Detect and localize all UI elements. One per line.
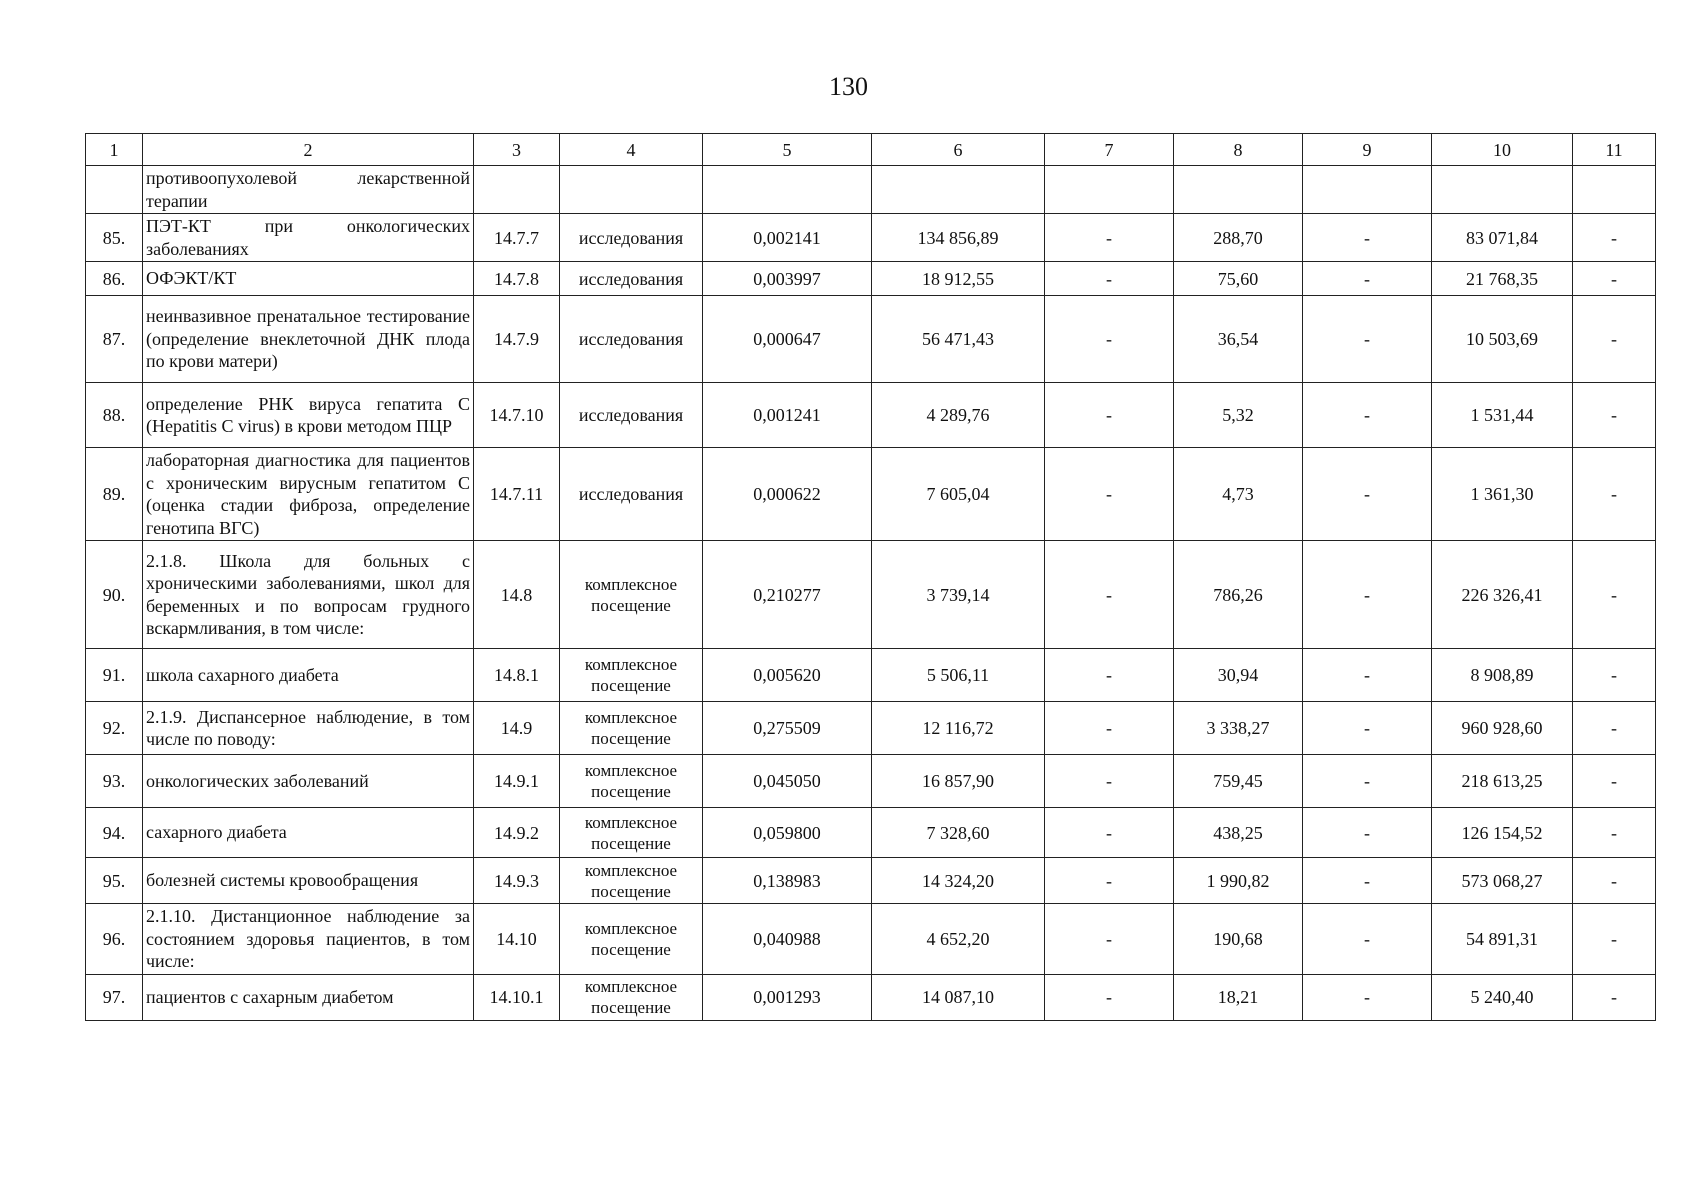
row-col9: - xyxy=(1303,383,1432,448)
row-unit: исследования xyxy=(560,296,703,383)
row-col11: - xyxy=(1573,755,1656,808)
row-unit: комплексное посещение xyxy=(560,649,703,702)
row-code: 14.7.9 xyxy=(474,296,560,383)
row-number xyxy=(86,166,143,214)
row-name: определение РНК вируса гепатита С (Hepatitis C virus) в крови методом ПЦР xyxy=(143,383,474,448)
table-row xyxy=(86,808,1656,858)
row-code: 14.7.7 xyxy=(474,214,560,262)
row-name: болезней системы кровообращения xyxy=(143,858,474,904)
row-number: 85. xyxy=(86,214,143,262)
row-col8: 759,45 xyxy=(1174,755,1303,808)
row-col10: 226 326,41 xyxy=(1432,541,1573,649)
row-unit: исследования xyxy=(560,262,703,296)
row-number: 95. xyxy=(86,858,143,904)
row-col11: - xyxy=(1573,448,1656,541)
row-col5: 0,003997 xyxy=(703,262,872,296)
row-col7: - xyxy=(1045,296,1174,383)
table-row xyxy=(86,296,1656,383)
table-row xyxy=(86,649,1656,702)
table-row xyxy=(86,448,1656,541)
row-col11: - xyxy=(1573,808,1656,858)
column-header-10: 10 xyxy=(1432,134,1573,166)
row-col8: 288,70 xyxy=(1174,214,1303,262)
row-col8: 75,60 xyxy=(1174,262,1303,296)
table-row xyxy=(86,166,1656,214)
row-col5: 0,000622 xyxy=(703,448,872,541)
row-name: онкологических заболеваний xyxy=(143,755,474,808)
row-col6: 14 087,10 xyxy=(872,974,1045,1020)
column-header-1: 1 xyxy=(86,134,143,166)
row-name: лабораторная диагностика для пациентов с хроническим вирусным гепатитом С (оценка стадии фиброза, определение генотипа ВГС) xyxy=(143,448,474,541)
row-col7: - xyxy=(1045,858,1174,904)
row-number: 88. xyxy=(86,383,143,448)
table-row xyxy=(86,904,1656,975)
row-code: 14.8 xyxy=(474,541,560,649)
row-col8: 3 338,27 xyxy=(1174,702,1303,755)
row-col7: - xyxy=(1045,383,1174,448)
column-header-8: 8 xyxy=(1174,134,1303,166)
row-col7: - xyxy=(1045,649,1174,702)
row-col7: - xyxy=(1045,755,1174,808)
row-col11 xyxy=(1573,166,1656,214)
row-col10: 54 891,31 xyxy=(1432,904,1573,975)
row-code: 14.9 xyxy=(474,702,560,755)
row-unit: комплексное посещение xyxy=(560,974,703,1020)
row-col5: 0,210277 xyxy=(703,541,872,649)
column-header-7: 7 xyxy=(1045,134,1174,166)
row-unit: комплексное посещение xyxy=(560,702,703,755)
row-col6: 4 289,76 xyxy=(872,383,1045,448)
row-col6: 7 605,04 xyxy=(872,448,1045,541)
row-col6: 7 328,60 xyxy=(872,808,1045,858)
row-col5: 0,138983 xyxy=(703,858,872,904)
row-col7: - xyxy=(1045,904,1174,975)
row-col10 xyxy=(1432,166,1573,214)
row-col10: 573 068,27 xyxy=(1432,858,1573,904)
row-col7: - xyxy=(1045,702,1174,755)
row-col11: - xyxy=(1573,649,1656,702)
row-number: 97. xyxy=(86,974,143,1020)
row-col9: - xyxy=(1303,649,1432,702)
row-name: школа сахарного диабета xyxy=(143,649,474,702)
row-code: 14.9.1 xyxy=(474,755,560,808)
table-body xyxy=(86,166,1656,1021)
row-col10: 218 613,25 xyxy=(1432,755,1573,808)
row-col10: 126 154,52 xyxy=(1432,808,1573,858)
row-col11: - xyxy=(1573,541,1656,649)
row-col6 xyxy=(872,166,1045,214)
column-header-2: 2 xyxy=(143,134,474,166)
row-col7: - xyxy=(1045,808,1174,858)
column-header-6: 6 xyxy=(872,134,1045,166)
table-row xyxy=(86,214,1656,262)
row-unit: комплексное посещение xyxy=(560,904,703,975)
row-col6: 5 506,11 xyxy=(872,649,1045,702)
row-name: пациентов с сахарным диабетом xyxy=(143,974,474,1020)
column-header-3: 3 xyxy=(474,134,560,166)
row-unit: комплексное посещение xyxy=(560,541,703,649)
row-col6: 14 324,20 xyxy=(872,858,1045,904)
row-col9: - xyxy=(1303,904,1432,975)
row-col9: - xyxy=(1303,214,1432,262)
row-unit: исследования xyxy=(560,448,703,541)
row-col5 xyxy=(703,166,872,214)
row-number: 86. xyxy=(86,262,143,296)
row-col8: 786,26 xyxy=(1174,541,1303,649)
row-unit: комплексное посещение xyxy=(560,808,703,858)
row-col10: 960 928,60 xyxy=(1432,702,1573,755)
row-unit: исследования xyxy=(560,383,703,448)
table-row xyxy=(86,974,1656,1020)
table-header-row xyxy=(86,134,1656,166)
table-row xyxy=(86,702,1656,755)
table-row xyxy=(86,541,1656,649)
row-code: 14.7.8 xyxy=(474,262,560,296)
row-number: 94. xyxy=(86,808,143,858)
row-col10: 21 768,35 xyxy=(1432,262,1573,296)
column-header-4: 4 xyxy=(560,134,703,166)
row-number: 92. xyxy=(86,702,143,755)
row-code: 14.7.10 xyxy=(474,383,560,448)
row-code: 14.10.1 xyxy=(474,974,560,1020)
row-col7: - xyxy=(1045,448,1174,541)
row-number: 93. xyxy=(86,755,143,808)
row-col10: 83 071,84 xyxy=(1432,214,1573,262)
row-col9: - xyxy=(1303,755,1432,808)
row-col8: 190,68 xyxy=(1174,904,1303,975)
row-number: 96. xyxy=(86,904,143,975)
row-code: 14.9.3 xyxy=(474,858,560,904)
row-col6: 4 652,20 xyxy=(872,904,1045,975)
column-header-5: 5 xyxy=(703,134,872,166)
row-col10: 1 361,30 xyxy=(1432,448,1573,541)
row-name: неинвазивное пренатальное тестирование (определение внеклеточной ДНК плода по крови матери) xyxy=(143,296,474,383)
row-col10: 8 908,89 xyxy=(1432,649,1573,702)
row-col9: - xyxy=(1303,702,1432,755)
row-col8: 4,73 xyxy=(1174,448,1303,541)
row-code: 14.7.11 xyxy=(474,448,560,541)
table-row xyxy=(86,262,1656,296)
row-col6: 18 912,55 xyxy=(872,262,1045,296)
row-col6: 16 857,90 xyxy=(872,755,1045,808)
row-code: 14.9.2 xyxy=(474,808,560,858)
row-col5: 0,005620 xyxy=(703,649,872,702)
row-col11: - xyxy=(1573,702,1656,755)
row-col11: - xyxy=(1573,383,1656,448)
row-col6: 134 856,89 xyxy=(872,214,1045,262)
row-col5: 0,059800 xyxy=(703,808,872,858)
row-code: 14.10 xyxy=(474,904,560,975)
row-col5: 0,040988 xyxy=(703,904,872,975)
row-name: противоопухолевой лекарственной терапии xyxy=(143,166,474,214)
row-col6: 56 471,43 xyxy=(872,296,1045,383)
row-col5: 0,000647 xyxy=(703,296,872,383)
row-col5: 0,001241 xyxy=(703,383,872,448)
table-row xyxy=(86,383,1656,448)
row-col8 xyxy=(1174,166,1303,214)
row-col6: 3 739,14 xyxy=(872,541,1045,649)
row-col8: 1 990,82 xyxy=(1174,858,1303,904)
row-col9 xyxy=(1303,166,1432,214)
page-number: 130 xyxy=(829,72,868,101)
row-col10: 10 503,69 xyxy=(1432,296,1573,383)
table-row xyxy=(86,755,1656,808)
row-col9: - xyxy=(1303,808,1432,858)
row-code xyxy=(474,166,560,214)
row-col5: 0,001293 xyxy=(703,974,872,1020)
row-col11: - xyxy=(1573,904,1656,975)
row-col7 xyxy=(1045,166,1174,214)
row-col6: 12 116,72 xyxy=(872,702,1045,755)
row-col11: - xyxy=(1573,974,1656,1020)
row-name: 2.1.8. Школа для больных с хроническими заболеваниями, школ для беременных и по вопросам грудного вскармливания, в том числе: xyxy=(143,541,474,649)
row-col7: - xyxy=(1045,262,1174,296)
row-col7: - xyxy=(1045,541,1174,649)
row-name: ПЭТ-КТ при онкологических заболеваниях xyxy=(143,214,474,262)
row-unit: исследования xyxy=(560,214,703,262)
row-number: 90. xyxy=(86,541,143,649)
row-col11: - xyxy=(1573,858,1656,904)
row-col9: - xyxy=(1303,974,1432,1020)
row-code: 14.8.1 xyxy=(474,649,560,702)
row-col9: - xyxy=(1303,296,1432,383)
row-name: сахарного диабета xyxy=(143,808,474,858)
row-col11: - xyxy=(1573,214,1656,262)
row-col5: 0,045050 xyxy=(703,755,872,808)
table-row xyxy=(86,858,1656,904)
row-col7: - xyxy=(1045,974,1174,1020)
row-number: 87. xyxy=(86,296,143,383)
row-col7: - xyxy=(1045,214,1174,262)
row-col10: 1 531,44 xyxy=(1432,383,1573,448)
row-unit: комплексное посещение xyxy=(560,755,703,808)
row-name: 2.1.10. Дистанционное наблюдение за состоянием здоровья пациентов, в том числе: xyxy=(143,904,474,975)
row-col5: 0,002141 xyxy=(703,214,872,262)
row-col11: - xyxy=(1573,296,1656,383)
row-col8: 5,32 xyxy=(1174,383,1303,448)
row-number: 89. xyxy=(86,448,143,541)
row-col9: - xyxy=(1303,858,1432,904)
row-col10: 5 240,40 xyxy=(1432,974,1573,1020)
row-col5: 0,275509 xyxy=(703,702,872,755)
data-table xyxy=(85,133,1656,1021)
row-number: 91. xyxy=(86,649,143,702)
row-unit xyxy=(560,166,703,214)
column-header-9: 9 xyxy=(1303,134,1432,166)
row-unit: комплексное посещение xyxy=(560,858,703,904)
row-name: 2.1.9. Диспансерное наблюдение, в том числе по поводу: xyxy=(143,702,474,755)
row-col8: 30,94 xyxy=(1174,649,1303,702)
row-col9: - xyxy=(1303,541,1432,649)
row-col9: - xyxy=(1303,262,1432,296)
column-header-11: 11 xyxy=(1573,134,1656,166)
row-col8: 18,21 xyxy=(1174,974,1303,1020)
row-name: ОФЭКТ/КТ xyxy=(143,262,474,296)
row-col9: - xyxy=(1303,448,1432,541)
row-col11: - xyxy=(1573,262,1656,296)
row-col8: 36,54 xyxy=(1174,296,1303,383)
row-col8: 438,25 xyxy=(1174,808,1303,858)
